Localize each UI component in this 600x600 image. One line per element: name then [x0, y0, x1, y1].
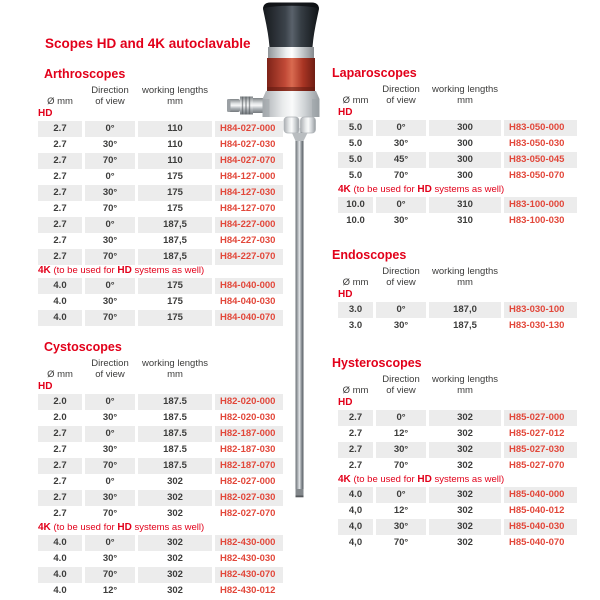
direction-cell: 0°: [85, 535, 135, 551]
part-number-cell: H84-227-070: [215, 249, 283, 265]
table-row: [38, 535, 283, 551]
section-title-cystoscopes: Cystoscopes: [44, 340, 122, 354]
diameter-cell: 2.7: [38, 458, 82, 474]
note-4k-part: systems as well): [134, 264, 205, 276]
table-row: [38, 442, 283, 458]
stopcock-lobe: [284, 117, 299, 133]
col-header-direction: Direction of view: [91, 358, 129, 380]
working-length-cell: 302: [167, 553, 183, 564]
table-body: [338, 107, 577, 229]
part-number-cell: H82-027-000: [220, 476, 276, 487]
table-row: [338, 410, 577, 426]
diameter-cell: 2.7: [38, 121, 82, 137]
part-number-cell: H82-430-030: [220, 553, 276, 564]
laparoscopes-section: [332, 66, 577, 229]
working-length-cell: 300: [457, 138, 473, 149]
part-number-cell: H83-030-130: [509, 320, 565, 331]
table-body: [338, 289, 577, 334]
direction-cell: 0°: [376, 302, 426, 318]
direction-cell: 30°: [102, 412, 118, 423]
diameter-cell: 2.7: [53, 171, 67, 182]
table-row: [38, 294, 283, 310]
note-4k-part: HD: [417, 183, 432, 195]
col-header-length: working lengths mm: [431, 266, 498, 288]
working-length-cell: 302: [429, 410, 501, 426]
working-length-cell: 187,5: [138, 249, 212, 265]
direction-cell: 0°: [85, 394, 135, 410]
direction-cell: 12°: [393, 505, 409, 516]
diameter-cell: 3.0: [338, 302, 373, 318]
diameter-cell: 2.7: [53, 139, 67, 150]
working-length-cell: 300: [429, 120, 501, 136]
part-number-cell: H85-027-000: [504, 410, 577, 426]
arthroscopes-section: [38, 67, 283, 326]
table-row: [338, 487, 577, 503]
note-4k-part: HD: [417, 473, 432, 485]
working-length-cell: 187.5: [163, 444, 187, 455]
hd-label: HD: [338, 107, 353, 118]
working-length-cell: 187,5: [163, 235, 187, 246]
part-number-cell: H82-430-070: [215, 567, 283, 583]
direction-cell: 0°: [376, 120, 426, 136]
working-length-cell: 175: [138, 310, 212, 326]
diameter-cell: 2.7: [348, 460, 363, 471]
diameter-cell: 2.7: [38, 490, 82, 506]
collar-band: [268, 47, 314, 58]
table-body: [338, 397, 577, 551]
direction-cell: 0°: [85, 426, 135, 442]
table-row: [38, 249, 283, 265]
col-header-diameter: Ø mm: [342, 94, 369, 106]
table-row: [38, 153, 283, 169]
diameter-cell: 2.0: [53, 412, 67, 423]
table-row: [38, 137, 283, 153]
direction-cell: 45°: [376, 152, 426, 168]
part-number-cell: H84-040-070: [215, 310, 283, 326]
note-4k-part: (to be used for: [53, 521, 115, 533]
col-header-diameter: Ø mm: [47, 95, 73, 107]
diameter-cell: 2.7: [38, 185, 82, 201]
col-header-direction: Direction of view: [382, 374, 420, 396]
working-length-cell: 302: [167, 476, 183, 487]
table-row: [38, 278, 283, 294]
diameter-cell: 2.7: [53, 203, 67, 214]
diameter-cell: 4,0: [338, 519, 373, 535]
note-4k-part: 4K: [38, 521, 51, 533]
eyepiece: [263, 3, 319, 48]
part-number-cell: H82-020-030: [220, 412, 276, 423]
endoscopes-section: [332, 248, 577, 334]
part-number-cell: H85-040-070: [509, 537, 565, 548]
direction-cell: 30°: [102, 139, 118, 150]
direction-cell: 70°: [85, 567, 135, 583]
part-number-cell: H84-127-070: [220, 203, 276, 214]
table-row: [338, 197, 577, 213]
working-length-cell: 175: [138, 278, 212, 294]
part-number-cell: H82-187-000: [215, 426, 283, 442]
diameter-cell: 3.0: [348, 320, 363, 331]
col-header-length: working lengths mm: [431, 84, 498, 106]
diameter-cell: 4.0: [38, 310, 82, 326]
diameter-cell: 4.0: [38, 535, 82, 551]
direction-cell: 0°: [105, 171, 115, 182]
diameter-cell: 4.0: [53, 296, 67, 307]
working-length-cell: 310: [457, 215, 473, 226]
part-number-cell: H85-027-030: [504, 442, 577, 458]
direction-cell: 30°: [376, 519, 426, 535]
col-header-diameter: Ø mm: [342, 384, 369, 396]
working-length-cell: 187.5: [163, 412, 187, 423]
working-length-cell: 302: [167, 585, 183, 596]
part-number-cell: H83-100-000: [504, 197, 577, 213]
table-row: [38, 567, 283, 583]
part-number-cell: H83-050-045: [504, 152, 577, 168]
part-number-cell: H82-020-000: [215, 394, 283, 410]
working-length-cell: 175: [167, 171, 183, 182]
diameter-cell: 4.0: [53, 585, 67, 596]
table-row: [38, 201, 283, 217]
diameter-cell: 10.0: [338, 197, 373, 213]
table-header: [38, 358, 283, 380]
table-row: [338, 535, 577, 551]
cystoscopes-section: [38, 340, 283, 599]
hd-label: HD: [38, 381, 53, 392]
direction-cell: 70°: [393, 537, 409, 548]
table-row: [38, 474, 283, 490]
working-length-cell: 187,5: [453, 320, 477, 331]
direction-cell: 0°: [85, 121, 135, 137]
working-length-cell: 187,5: [138, 217, 212, 233]
diameter-cell: 2.7: [53, 508, 67, 519]
direction-cell: 0°: [105, 476, 115, 487]
col-header-length: working lengths mm: [141, 85, 208, 107]
part-number-cell: H82-027-070: [220, 508, 276, 519]
table-row: [338, 503, 577, 519]
diameter-cell: 5.0: [348, 138, 363, 149]
note-4k-part: HD: [117, 521, 132, 533]
diameter-cell: 5.0: [338, 152, 373, 168]
working-length-cell: 187.5: [138, 458, 212, 474]
note-4k: [38, 522, 283, 535]
diameter-cell: 2.7: [338, 410, 373, 426]
page-title: Scopes HD and 4K autoclavable: [45, 36, 251, 51]
working-length-cell: 110: [138, 121, 212, 137]
note-4k-part: 4K: [338, 473, 351, 485]
working-length-cell: 175: [167, 203, 183, 214]
col-header-direction: Direction of view: [382, 266, 420, 288]
diameter-cell: 2.7: [348, 428, 363, 439]
direction-cell: 70°: [85, 153, 135, 169]
direction-cell: 30°: [393, 215, 409, 226]
table-row: [338, 168, 577, 184]
table-row: [338, 426, 577, 442]
working-length-cell: 302: [429, 442, 501, 458]
diameter-cell: 2.7: [53, 476, 67, 487]
diameter-cell: 4.0: [53, 553, 67, 564]
working-length-cell: 187,0: [429, 302, 501, 318]
table-row: [338, 120, 577, 136]
table-row: [38, 551, 283, 567]
part-number-cell: H84-040-000: [215, 278, 283, 294]
working-length-cell: 300: [429, 152, 501, 168]
table-row: [38, 506, 283, 522]
diameter-cell: 4,0: [348, 537, 363, 548]
working-length-cell: 310: [429, 197, 501, 213]
diameter-cell: 4.0: [338, 487, 373, 503]
part-number-cell: H83-030-100: [504, 302, 577, 318]
working-length-cell: 187.5: [138, 426, 212, 442]
diameter-cell: 4.0: [38, 567, 82, 583]
direction-cell: 30°: [102, 444, 118, 455]
col-header-direction: Direction of view: [91, 85, 129, 107]
scope-shaft: [296, 128, 304, 497]
direction-cell: 70°: [393, 170, 409, 181]
diameter-cell: 2.7: [338, 442, 373, 458]
part-number-cell: H85-027-070: [509, 460, 565, 471]
table-row: [338, 302, 577, 318]
hd-label: HD: [38, 108, 53, 119]
note-4k-part: 4K: [38, 264, 51, 276]
direction-cell: 30°: [102, 553, 118, 564]
table-row: [338, 519, 577, 535]
working-length-cell: 302: [457, 537, 473, 548]
direction-cell: 70°: [102, 203, 118, 214]
working-length-cell: 175: [138, 185, 212, 201]
table-header: [338, 266, 577, 288]
col-header-length: working lengths mm: [431, 374, 498, 396]
diameter-cell: 2.7: [38, 249, 82, 265]
direction-cell: 30°: [393, 320, 409, 331]
direction-cell: 0°: [85, 278, 135, 294]
table-row: [38, 185, 283, 201]
direction-cell: 30°: [393, 138, 409, 149]
table-row: [38, 217, 283, 233]
working-length-cell: 302: [167, 508, 183, 519]
table-header: [38, 85, 283, 107]
table-row: [38, 233, 283, 249]
section-title-arthroscopes: Arthroscopes: [44, 67, 126, 81]
note-4k-part: 4K: [338, 183, 351, 195]
part-number-cell: H82-430-000: [215, 535, 283, 551]
diameter-cell: 2.0: [38, 394, 82, 410]
working-length-cell: 302: [429, 519, 501, 535]
hysteroscopes-section: [332, 356, 577, 551]
note-4k-part: (to be used for: [353, 473, 415, 485]
note-4k: [38, 265, 283, 278]
part-number-cell: H85-040-012: [509, 505, 565, 516]
direction-cell: 12°: [393, 428, 409, 439]
part-number-cell: H83-050-070: [509, 170, 565, 181]
table-row: [38, 121, 283, 137]
direction-cell: 30°: [85, 490, 135, 506]
part-number-cell: H84-027-000: [215, 121, 283, 137]
working-length-cell: 302: [138, 535, 212, 551]
part-number-cell: H84-040-030: [220, 296, 276, 307]
part-number-cell: H82-187-030: [220, 444, 276, 455]
note-4k-part: systems as well): [434, 473, 505, 485]
table-row: [38, 394, 283, 410]
section-title-laparoscopes: Laparoscopes: [332, 66, 417, 80]
table-body: [38, 108, 283, 326]
table-row: [338, 136, 577, 152]
direction-cell: 30°: [102, 296, 118, 307]
diameter-cell: 5.0: [338, 120, 373, 136]
diameter-cell: 2.7: [38, 426, 82, 442]
direction-cell: 30°: [376, 442, 426, 458]
table-header: [338, 84, 577, 106]
note-4k: [338, 474, 577, 487]
stopcock-lobe: [301, 117, 316, 133]
table-row: [338, 458, 577, 474]
diameter-cell: 2.7: [38, 153, 82, 169]
diameter-cell: 2.7: [53, 444, 67, 455]
table-body: [38, 381, 283, 599]
col-header-direction: Direction of view: [382, 84, 420, 106]
table-row: [338, 442, 577, 458]
part-number-cell: H83-050-030: [509, 138, 565, 149]
direction-cell: 0°: [376, 197, 426, 213]
part-number-cell: H84-127-030: [215, 185, 283, 201]
hd-label: HD: [338, 289, 353, 300]
direction-cell: 0°: [376, 487, 426, 503]
part-number-cell: H82-027-030: [215, 490, 283, 506]
direction-cell: 0°: [85, 217, 135, 233]
table-row: [338, 152, 577, 168]
working-length-cell: 302: [138, 567, 212, 583]
col-header-diameter: Ø mm: [342, 276, 369, 288]
direction-cell: 70°: [102, 508, 118, 519]
direction-cell: 70°: [85, 310, 135, 326]
note-4k-part: systems as well): [434, 183, 505, 195]
part-number-cell: H85-040-030: [504, 519, 577, 535]
part-number-cell: H82-187-070: [215, 458, 283, 474]
table-row: [38, 310, 283, 326]
table-row: [38, 410, 283, 426]
diameter-cell: 5.0: [348, 170, 363, 181]
note-4k-part: (to be used for: [53, 264, 115, 276]
table-row: [38, 169, 283, 185]
part-number-cell: H85-027-012: [509, 428, 565, 439]
direction-cell: 70°: [393, 460, 409, 471]
col-header-diameter: Ø mm: [47, 368, 73, 380]
part-number-cell: H84-027-030: [220, 139, 276, 150]
note-4k: [338, 184, 577, 197]
table-row: [38, 426, 283, 442]
direction-cell: 30°: [102, 235, 118, 246]
diameter-cell: 4.0: [38, 278, 82, 294]
working-length-cell: 110: [138, 153, 212, 169]
table-header: [338, 374, 577, 396]
diameter-cell: 10.0: [346, 215, 365, 226]
direction-cell: 30°: [85, 185, 135, 201]
note-4k-part: HD: [117, 264, 132, 276]
working-length-cell: 302: [457, 505, 473, 516]
working-length-cell: 302: [138, 490, 212, 506]
working-length-cell: 302: [457, 428, 473, 439]
direction-cell: 0°: [376, 410, 426, 426]
part-number-cell: H84-227-030: [220, 235, 276, 246]
direction-cell: 70°: [85, 249, 135, 265]
part-number-cell: H82-430-012: [220, 585, 276, 596]
table-row: [38, 490, 283, 506]
section-title-endoscopes: Endoscopes: [332, 248, 407, 262]
working-length-cell: 187.5: [138, 394, 212, 410]
note-4k-part: systems as well): [134, 521, 205, 533]
part-number-cell: H83-100-030: [509, 215, 565, 226]
part-number-cell: H84-127-000: [220, 171, 276, 182]
working-length-cell: 300: [457, 170, 473, 181]
working-length-cell: 302: [429, 487, 501, 503]
col-header-length: working lengths mm: [141, 358, 208, 380]
working-length-cell: 110: [167, 139, 183, 150]
working-length-cell: 302: [457, 460, 473, 471]
working-length-cell: 175: [167, 296, 183, 307]
table-row: [338, 213, 577, 229]
diameter-cell: 2.7: [53, 235, 67, 246]
table-row: [338, 318, 577, 334]
section-title-hysteroscopes: Hysteroscopes: [332, 356, 422, 370]
table-row: [38, 583, 283, 599]
direction-cell: 12°: [102, 585, 118, 596]
note-4k-part: (to be used for: [353, 183, 415, 195]
table-row: [38, 458, 283, 474]
part-number-cell: H85-040-000: [504, 487, 577, 503]
part-number-cell: H84-027-070: [215, 153, 283, 169]
diameter-cell: 2.7: [38, 217, 82, 233]
diameter-cell: 4,0: [348, 505, 363, 516]
part-number-cell: H83-050-000: [504, 120, 577, 136]
hd-label: HD: [338, 397, 353, 408]
direction-cell: 70°: [85, 458, 135, 474]
part-number-cell: H84-227-000: [215, 217, 283, 233]
